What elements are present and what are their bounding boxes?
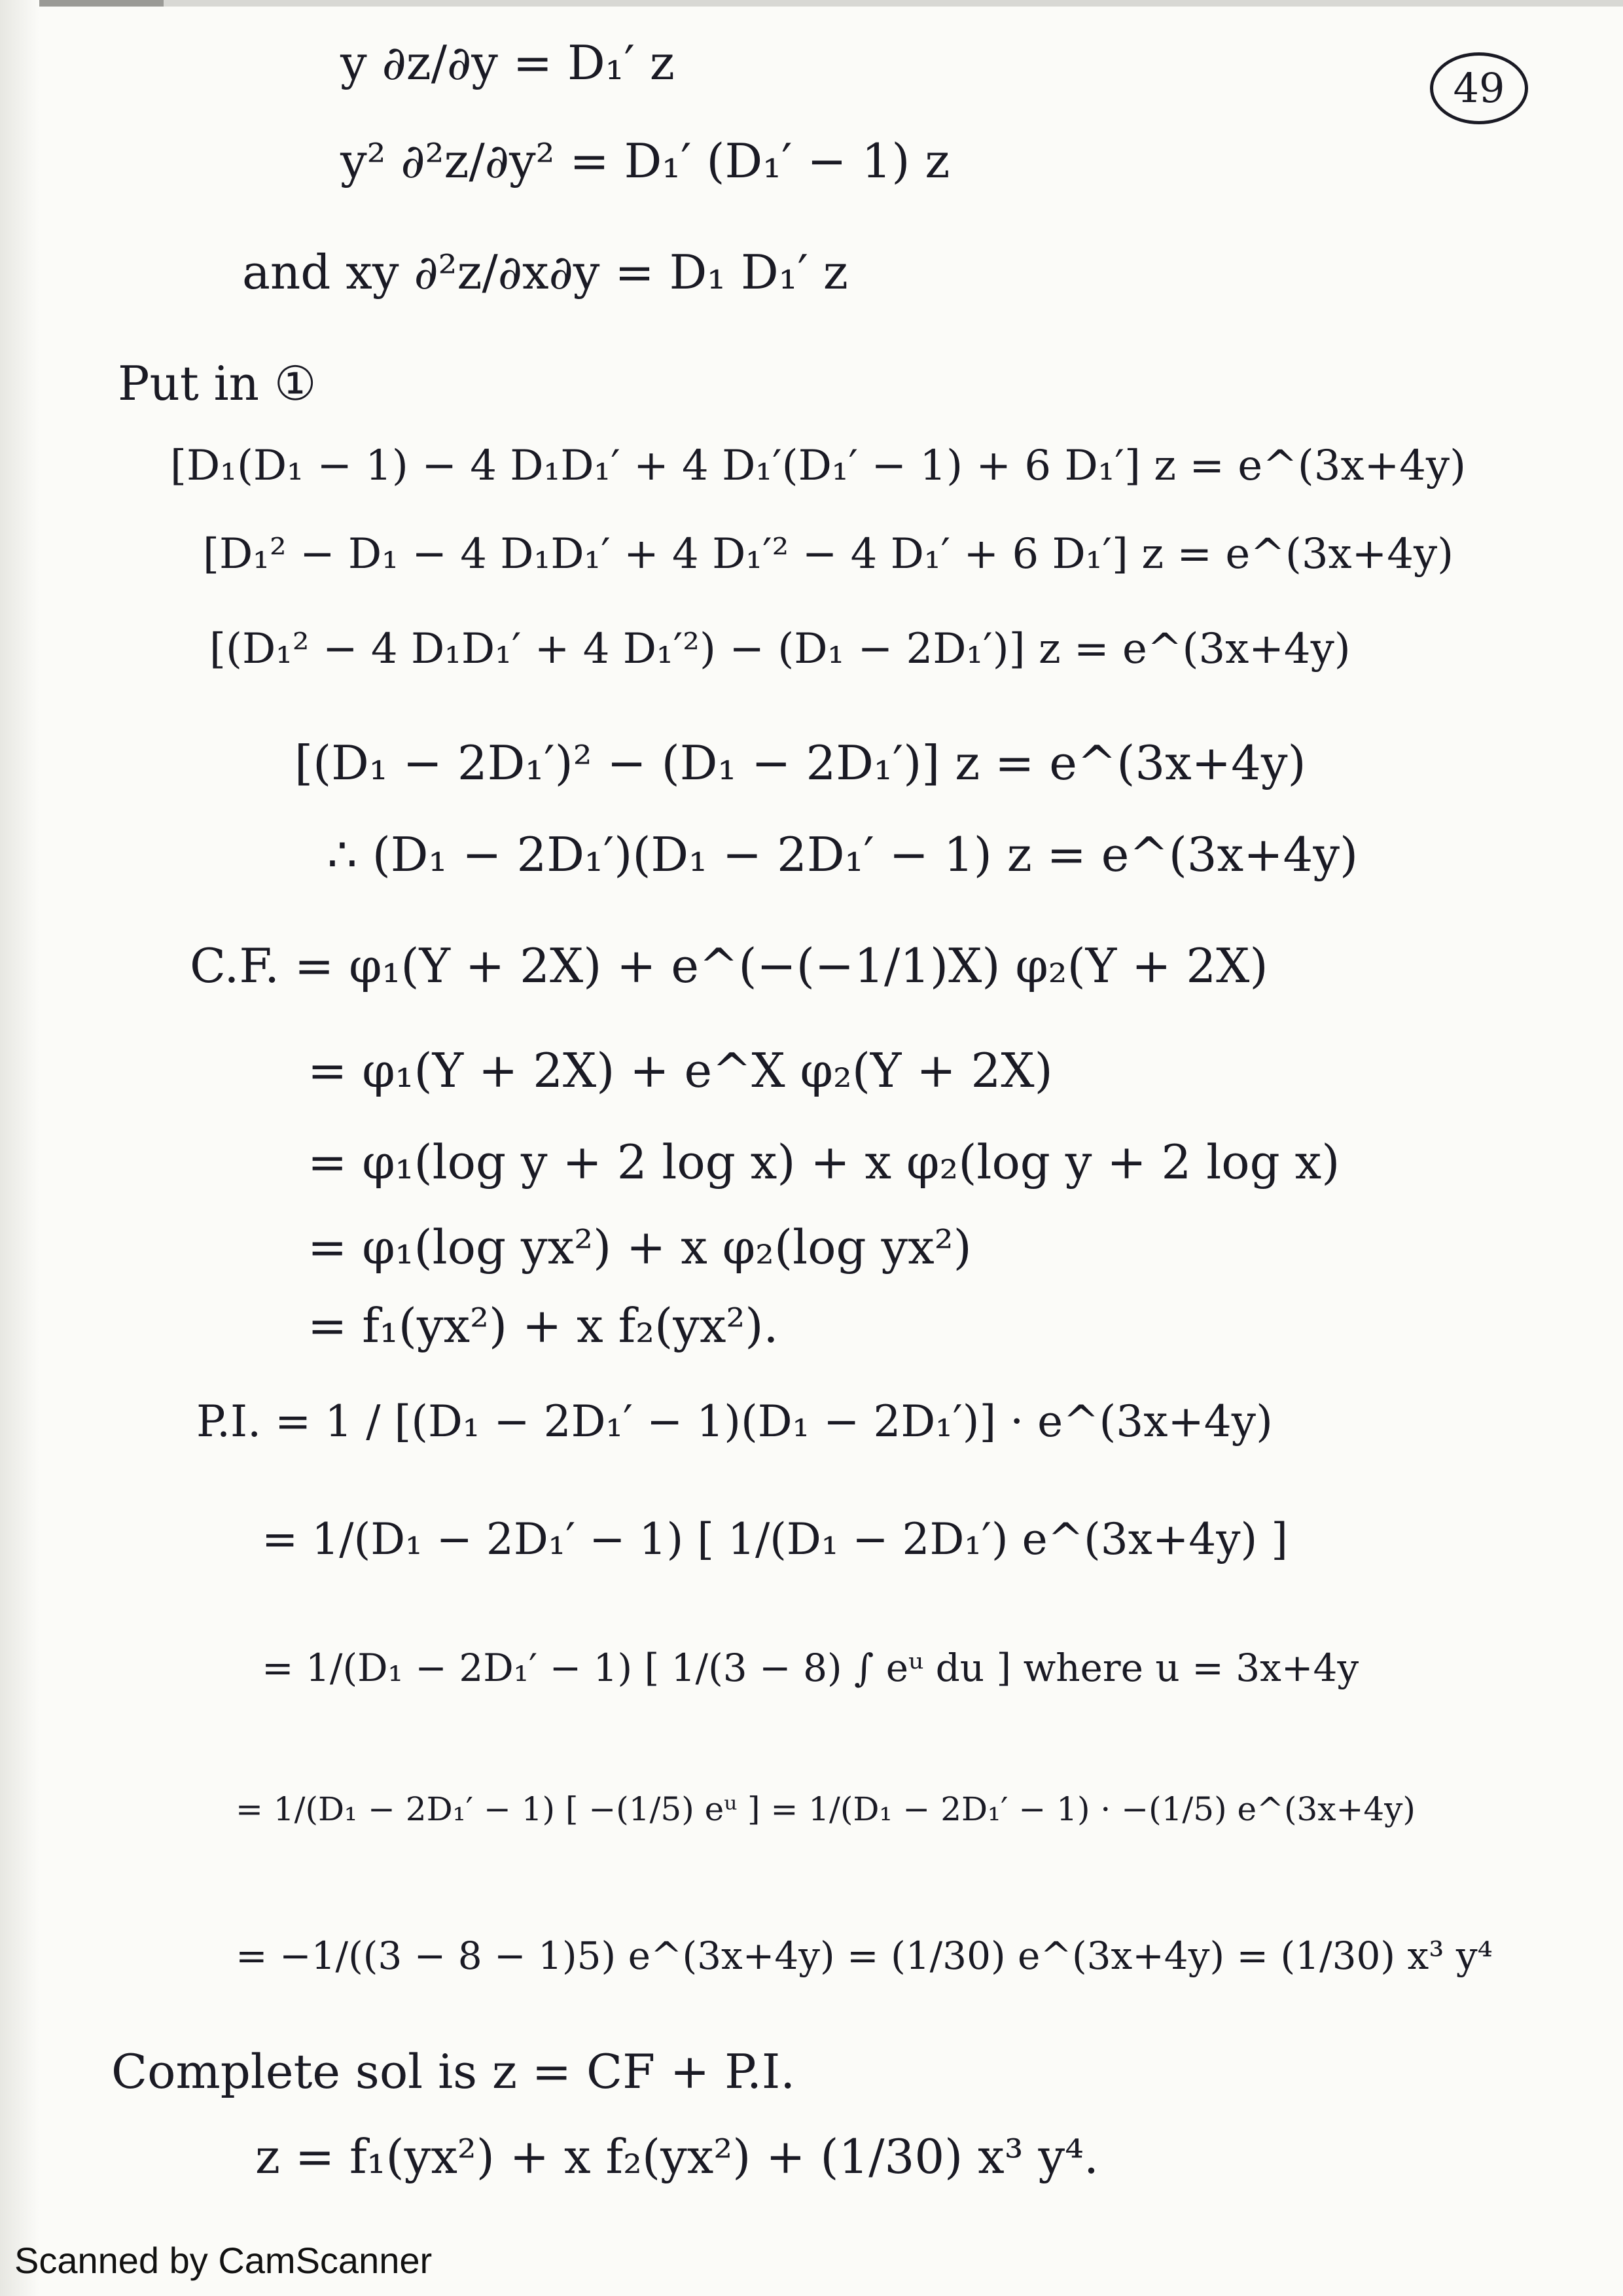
line-16: = 1/(D₁ − 2D₁′ − 1) [ 1/(D₁ − 2D₁′) e^(3x+4y) ] [262, 1514, 1289, 1564]
line-11: = φ₁(Y + 2X) + e^X φ₂(Y + 2X) [308, 1043, 1053, 1098]
scanner-watermark: Scanned by CamScanner [14, 2240, 433, 2281]
line-9: ∴ (D₁ − 2D₁′)(D₁ − 2D₁′ − 1) z = e^(3x+4y) [327, 827, 1359, 882]
line-3: and xy ∂²z/∂x∂y = D₁ D₁′ z [242, 245, 848, 300]
line-10: C.F. = φ₁(Y + 2X) + e^(−(−1/1)X) φ₂(Y + 2X) [190, 938, 1268, 993]
line-2: y² ∂²z/∂y² = D₁′ (D₁′ − 1) z [340, 133, 950, 188]
line-14: = f₁(yx²) + x f₂(yx²). [308, 1298, 779, 1353]
page-number: 49 [1430, 52, 1528, 124]
line-21: z = f₁(yx²) + x f₂(yx²) + (1/30) x³ y⁴. [255, 2129, 1099, 2184]
line-19: = −1/((3 − 8 − 1)5) e^(3x+4y) = (1/30) e^(3x+4y) = (1/30) x³ y⁴ [236, 1934, 1493, 1978]
line-17: = 1/(D₁ − 2D₁′ − 1) [ 1/(3 − 8) ∫ eᵘ du ] where u = 3x+4y [262, 1646, 1359, 1690]
line-6: [D₁² − D₁ − 4 D₁D₁′ + 4 D₁′² − 4 D₁′ + 6 D₁′] z = e^(3x+4y) [203, 530, 1454, 578]
line-1: y ∂z/∂y = D₁′ z [340, 35, 675, 90]
line-12: = φ₁(log y + 2 log x) + x φ₂(log y + 2 log x) [308, 1135, 1340, 1190]
line-7: [(D₁² − 4 D₁D₁′ + 4 D₁′²) − (D₁ − 2D₁′)] z = e^(3x+4y) [209, 625, 1351, 673]
line-20: Complete sol is z = CF + P.I. [111, 2044, 796, 2099]
line-4: Put in ① [118, 356, 317, 411]
scan-left-edge [0, 0, 39, 2296]
line-13: = φ₁(log yx²) + x φ₂(log yx²) [308, 1220, 972, 1275]
line-18: = 1/(D₁ − 2D₁′ − 1) [ −(1/5) eᵘ ] = 1/(D₁ − 2D₁′ − 1) · −(1/5) e^(3x+4y) [236, 1790, 1416, 1828]
scan-top-edge [0, 0, 1623, 7]
line-15: P.I. = 1 / [(D₁ − 2D₁′ − 1)(D₁ − 2D₁′)] · e^(3x+4y) [196, 1396, 1273, 1447]
line-5: [D₁(D₁ − 1) − 4 D₁D₁′ + 4 D₁′(D₁′ − 1) + 6 D₁′] z = e^(3x+4y) [170, 442, 1467, 490]
line-8: [(D₁ − 2D₁′)² − (D₁ − 2D₁′)] z = e^(3x+4y) [294, 735, 1306, 790]
